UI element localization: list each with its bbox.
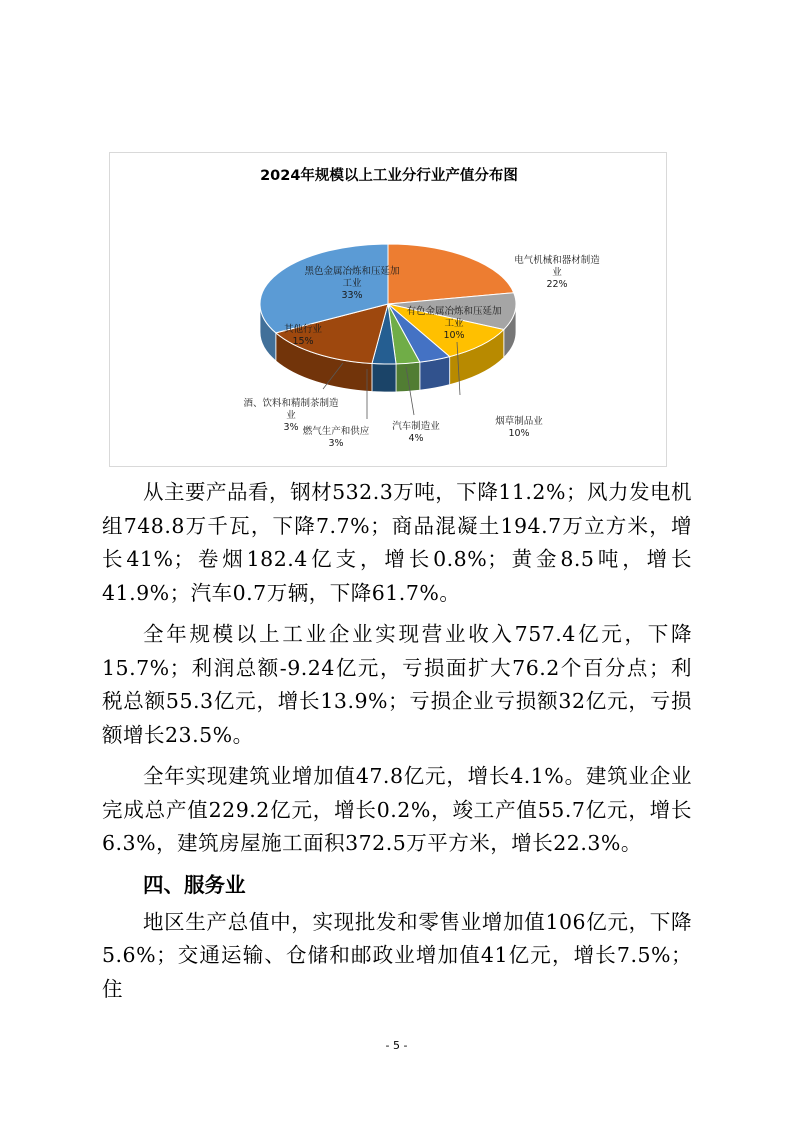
paragraph-industry-revenue: 全年规模以上工业企业实现营业收入757.4亿元，下降15.7%；利润总额-9.24亿元，亏损面扩大76.2个百分点；利税总额55.3亿元，增长13.9%；亏损企业亏损额32亿元，亏损额增长23.5%。 xyxy=(102,622,692,747)
pie-slice-side-5 xyxy=(372,364,396,392)
data-label-7: 黑色金属冶炼和压延加工业 33% xyxy=(304,266,400,301)
data-label-6: 其他行业 15% xyxy=(283,324,323,347)
document-body xyxy=(102,476,692,1014)
paragraph-construction: 全年实现建筑业增加值47.8亿元，增长4.1%。建筑业企业完成总产值229.2亿元，增长0.2%，竣工产值55.7亿元，增长6.3%，建筑房屋施工面积372.5万平方米，增长22.3%。 xyxy=(102,764,692,855)
data-label-2: 烟草制品业 10% xyxy=(495,416,543,439)
paragraph-services: 地区生产总值中，实现批发和零售业增加值106亿元，下降5.6%；交通运输、仓储和邮政业增加值41亿元，增长7.5%；住 xyxy=(102,909,692,1001)
data-label-3: 汽车制造业 4% xyxy=(392,421,440,444)
data-label-5: 酒、饮料和精制茶制造业 3% xyxy=(243,398,339,433)
chart-title: 2024年规模以上工业分行业产值分布图 xyxy=(260,168,518,184)
section-heading-services: 四、服务业 xyxy=(143,872,246,897)
page-number: - 5 - xyxy=(385,1039,408,1052)
data-label-0: 电气机械和器材制造业 22% xyxy=(514,255,600,290)
pie-chart-container xyxy=(109,152,667,467)
pie-chart xyxy=(110,153,668,468)
paragraph-industry-products: 从主要产品看，钢材532.3万吨，下降11.2%；风力发电机组748.8万千瓦，下降7.7%；商品混凝土194.7万立方米，增长41%；卷烟182.4亿支，增长0.8%；黄金8.5吨，增长41.9%；汽车0.7万辆，下降61.7%。 xyxy=(102,480,692,605)
data-label-4: 燃气生产和供应 3% xyxy=(302,426,370,449)
data-label-1: 有色金属冶炼和压延加工业 10% xyxy=(406,306,502,341)
